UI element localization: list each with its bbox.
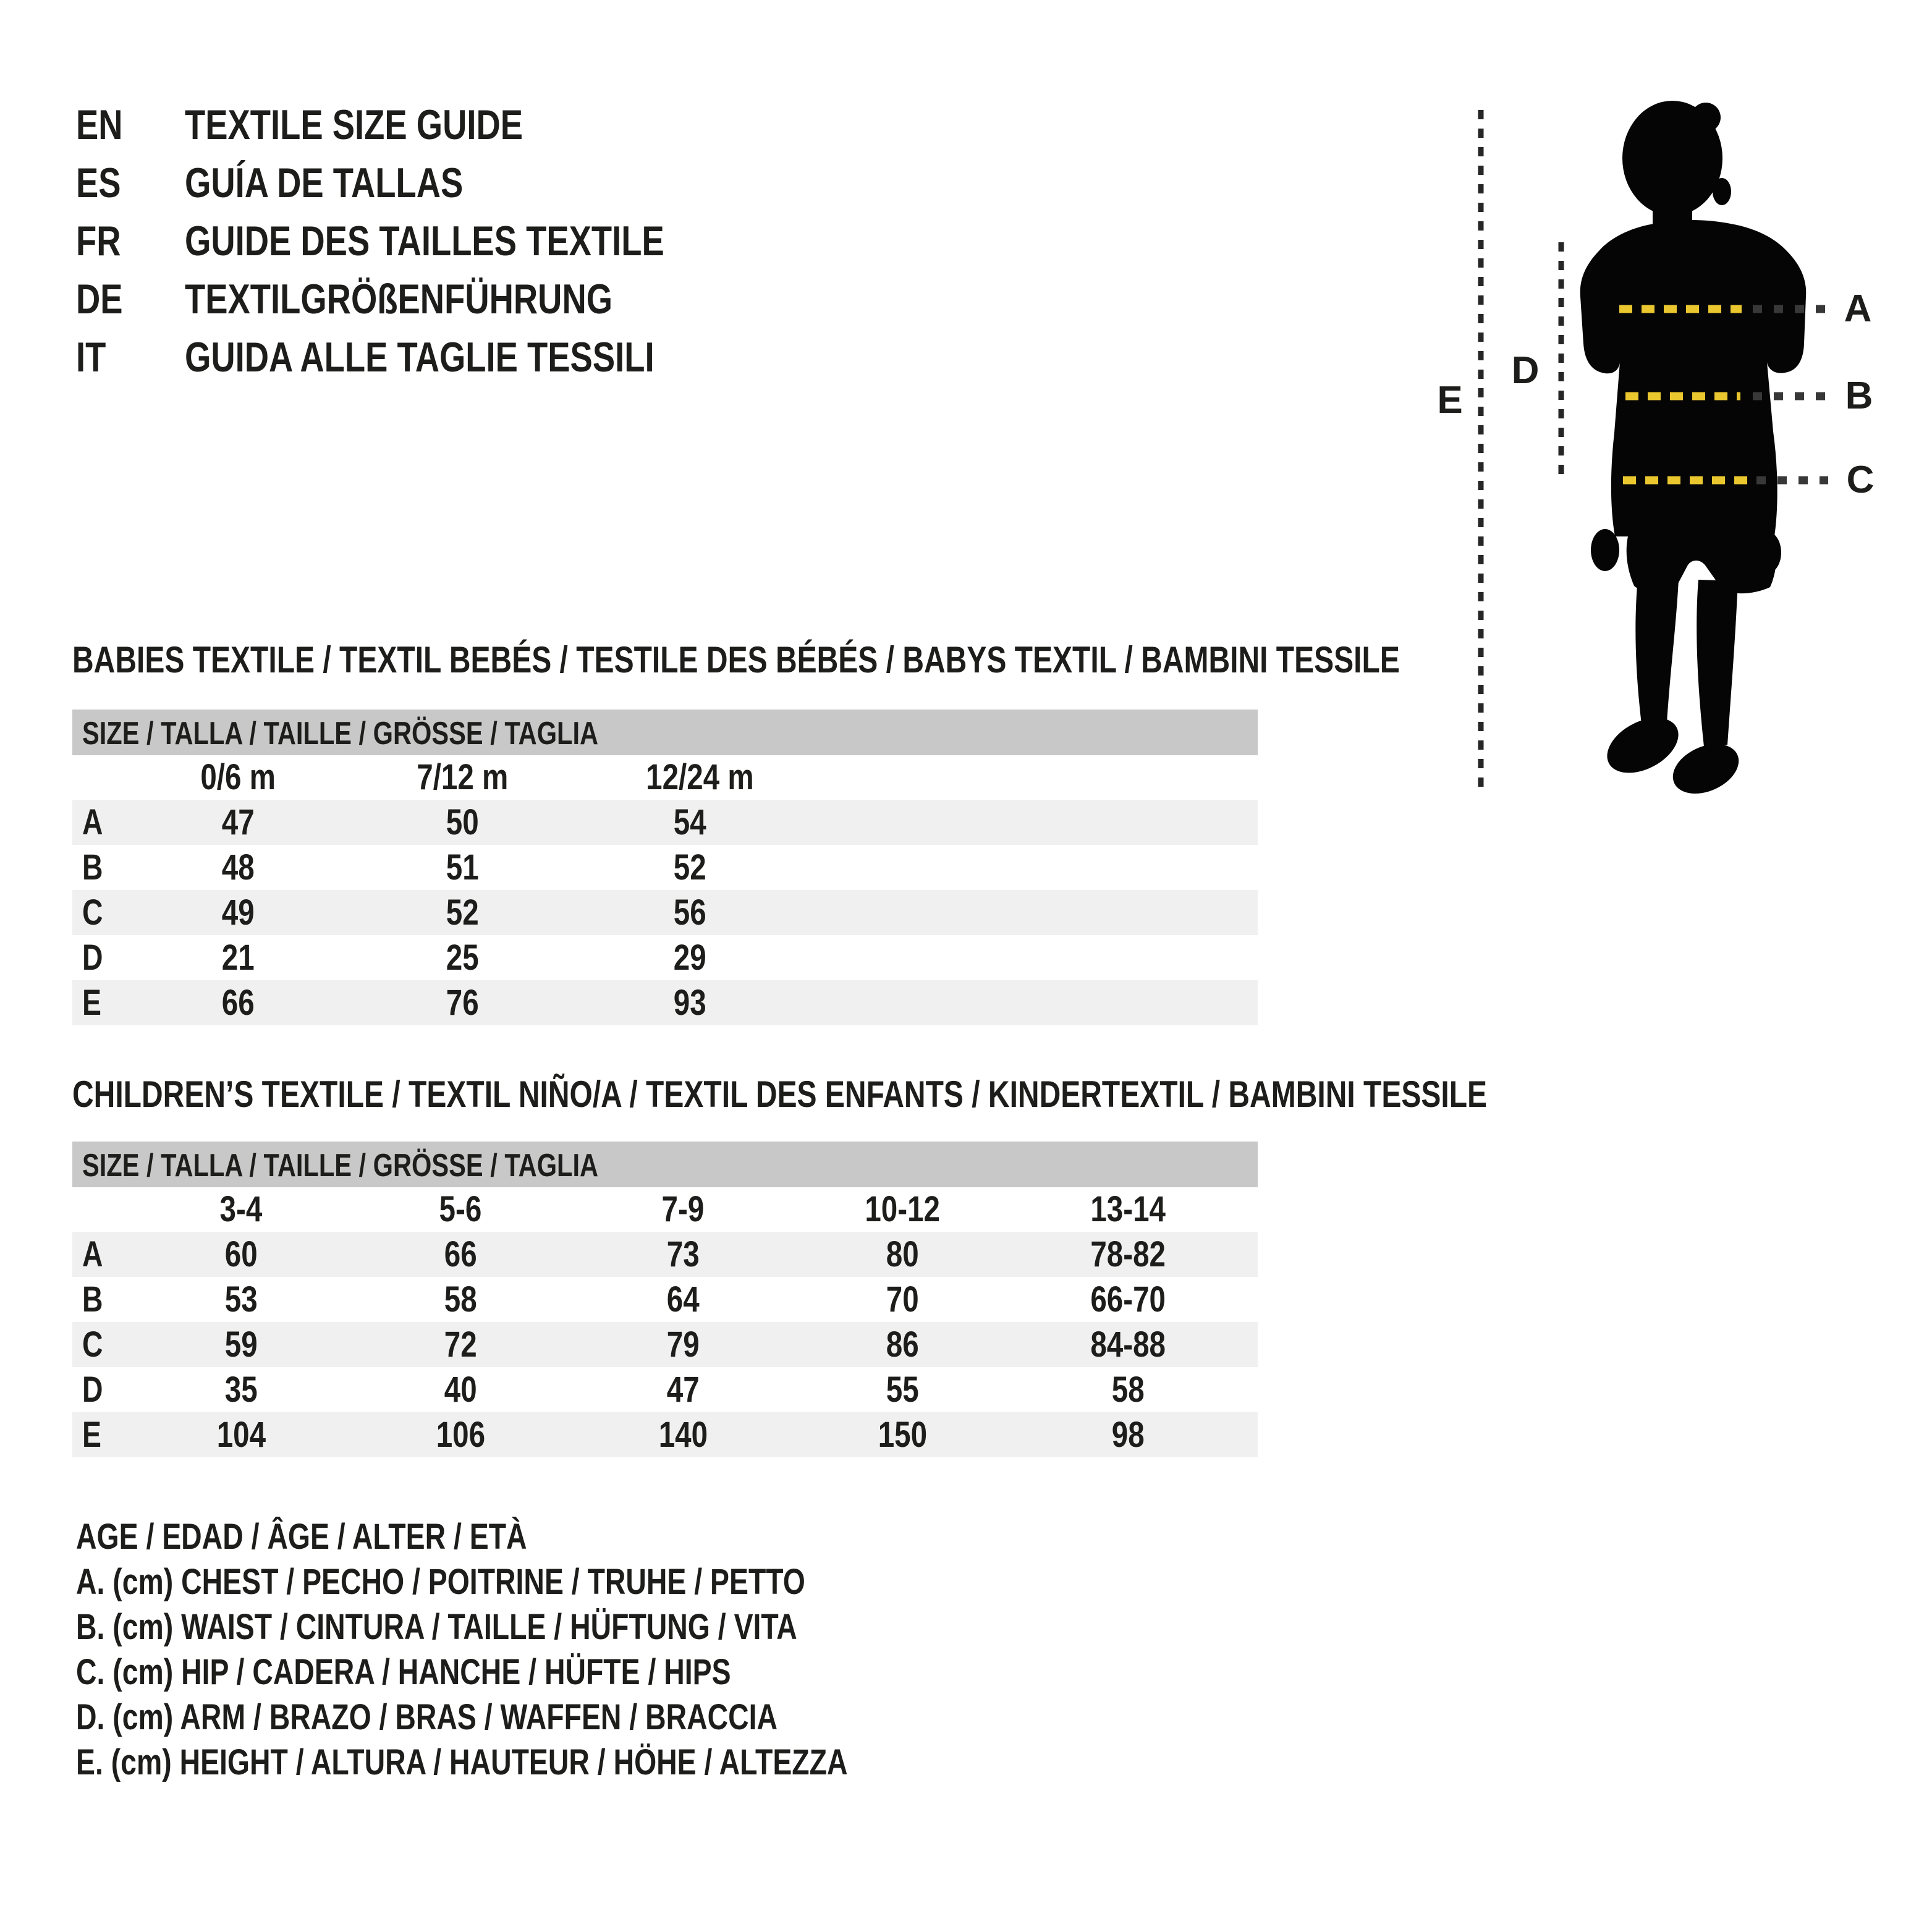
legend-line-waist [76, 1604, 1041, 1650]
cell-value [1072, 1277, 1184, 1322]
row-label-text: C [82, 892, 103, 933]
column-header-text: 7/12 m [417, 757, 509, 797]
cell-value-text: 66-70 [1090, 1279, 1166, 1320]
language-title [185, 96, 608, 154]
cell-value-text: 66 [221, 983, 255, 1023]
row-label-text: D [82, 1370, 103, 1410]
babies-size-table [72, 710, 1258, 1025]
cell-value [1072, 1412, 1184, 1457]
measure-label-a: A [1844, 287, 1872, 330]
cell-value-text: 150 [878, 1415, 927, 1455]
row-label [82, 1322, 108, 1367]
cell-value-text: 140 [658, 1415, 708, 1455]
row-label-text: D [82, 938, 103, 978]
cell-value-text: 60 [224, 1234, 258, 1274]
row-label [82, 980, 106, 1025]
cell-value-text: 51 [446, 847, 479, 888]
measure-label-d: D [1511, 349, 1540, 392]
table-row-b [72, 845, 1258, 890]
legend-text: B. (cm) WAIST / CINTURA / TAILLE / HÜFTUNG / VITA [76, 1607, 797, 1647]
column-header [634, 755, 754, 800]
cell-value-text: 52 [673, 847, 706, 888]
cell-value [185, 1412, 297, 1457]
language-row-it [76, 328, 784, 386]
cell-value [405, 1367, 516, 1412]
legend-line-arm [76, 1695, 1041, 1740]
language-code-text: ES [76, 159, 121, 206]
language-title-text: TEXTILE SIZE GUIDE [184, 101, 523, 148]
cell-value-text: 35 [224, 1370, 258, 1410]
language-title-text: TEXTILGRÖßENFÜHRUNG [184, 276, 612, 323]
cell-value [1072, 1232, 1184, 1277]
cell-value-text: 40 [444, 1370, 477, 1410]
cell-value [847, 1367, 958, 1412]
cell-value-text: 58 [444, 1279, 477, 1320]
row-label [82, 890, 108, 935]
column-header-text: 13-14 [1090, 1189, 1166, 1229]
children-section-title [72, 1072, 1841, 1117]
cell-value-text: 72 [444, 1324, 477, 1365]
table-row-d [72, 1367, 1258, 1412]
measurement-legend [76, 1514, 1041, 1785]
cell-value-text: 86 [886, 1324, 919, 1365]
table-row-d [72, 935, 1258, 980]
language-title-text: GUIDE DES TAILLES TEXTILE [184, 218, 664, 265]
language-code [76, 270, 173, 328]
cell-value [847, 1277, 958, 1322]
cell-value-text: 54 [673, 802, 706, 842]
language-code [76, 154, 173, 212]
language-title [185, 154, 533, 212]
row-label-text: E [82, 983, 101, 1023]
cell-value [1072, 1367, 1184, 1412]
cell-value-text: 25 [446, 938, 479, 978]
row-label [82, 1232, 108, 1277]
language-code [76, 96, 173, 154]
cell-value-text: 52 [446, 892, 479, 933]
measure-label-c: C [1846, 459, 1875, 501]
language-list [76, 96, 784, 386]
cell-value [185, 1367, 297, 1412]
row-label-text: B [82, 847, 103, 888]
cell-value [627, 1232, 739, 1277]
row-label-text: A [82, 1234, 103, 1274]
row-label [82, 1367, 108, 1412]
table-row-e [72, 1412, 1258, 1457]
cell-value [634, 980, 745, 1025]
babies-section-title-text: BABIES TEXTILE / TEXTIL BEBÉS / TESTILE DES BÉBÉS / BABYS TEXTIL / BAMBINI TESSILE [72, 639, 1400, 680]
language-row-fr [76, 212, 784, 270]
children-column-header-row [72, 1187, 1258, 1232]
cell-value-text: 47 [666, 1370, 700, 1410]
column-header-text: 0/6 m [200, 757, 276, 797]
cell-value-text: 98 [1111, 1415, 1145, 1455]
cell-value [847, 1322, 958, 1367]
cell-value [407, 845, 518, 890]
children-section-title-text: CHILDREN’S TEXTILE / TEXTIL NIÑO/A / TEXTIL DES ENFANTS / KINDERTEXTIL / BAMBINI TESSILE [72, 1074, 1488, 1115]
table-row-a [72, 1232, 1258, 1277]
size-header-text: SIZE / TALLA / TAILLE / GRÖSSE / TAGLIA [82, 716, 599, 752]
cell-value-text: 84-88 [1090, 1324, 1166, 1365]
cell-value-text: 93 [673, 983, 706, 1023]
cell-value-text: 53 [224, 1279, 258, 1320]
table-row-c [72, 890, 1258, 935]
cell-value [405, 1277, 516, 1322]
row-label [82, 935, 108, 980]
row-label-text: A [82, 802, 103, 842]
cell-value [407, 980, 518, 1025]
language-title [185, 270, 719, 328]
column-header-text: 10-12 [865, 1189, 940, 1229]
language-title [185, 328, 771, 386]
cell-value-text: 104 [216, 1415, 266, 1455]
cell-value [407, 800, 518, 845]
cell-value-text: 48 [221, 847, 255, 888]
row-label [82, 1412, 106, 1457]
cell-value-text: 47 [221, 802, 255, 842]
column-header [627, 1187, 739, 1232]
cell-value [182, 845, 294, 890]
cell-value-text: 76 [446, 983, 479, 1023]
cell-value-text: 79 [666, 1324, 700, 1365]
legend-line-chest [76, 1559, 1041, 1604]
legend-text: E. (cm) HEIGHT / ALTURA / HAUTEUR / HÖHE / ALTEZZA [76, 1742, 848, 1782]
cell-value [627, 1412, 739, 1457]
legend-line-age [76, 1514, 1041, 1559]
cell-value [185, 1322, 297, 1367]
size-header-bar [72, 710, 1258, 755]
legend-text: A. (cm) CHEST / PECHO / POITRINE / TRUHE / PETTO [76, 1562, 805, 1602]
legend-line-hip [76, 1650, 1041, 1695]
size-header-bar [72, 1142, 1258, 1187]
language-title [185, 212, 784, 270]
language-code-text: EN [76, 101, 123, 148]
measure-label-b: B [1845, 375, 1873, 417]
cell-value [407, 890, 518, 935]
measure-label-e: E [1437, 379, 1463, 422]
column-header-text: 12/24 m [646, 757, 754, 797]
cell-value-text: 64 [666, 1279, 700, 1320]
language-code [76, 328, 173, 386]
cell-value [407, 935, 518, 980]
cell-value [627, 1277, 739, 1322]
cell-value [847, 1232, 958, 1277]
child-silhouette [1580, 101, 1807, 803]
cell-value [634, 890, 745, 935]
cell-value-text: 78-82 [1090, 1234, 1166, 1274]
cell-value-text: 66 [444, 1234, 477, 1274]
column-header [1072, 1187, 1184, 1232]
table-row-b [72, 1277, 1258, 1322]
cell-value [627, 1322, 739, 1367]
cell-value [185, 1277, 297, 1322]
cell-value-text: 49 [221, 892, 255, 933]
table-row-c [72, 1322, 1258, 1367]
cell-value [182, 980, 294, 1025]
cell-value [182, 935, 294, 980]
language-title-text: GUIDA ALLE TAGLIE TESSILI [184, 334, 655, 381]
column-header [407, 755, 518, 800]
cell-value [847, 1412, 958, 1457]
row-label-text: B [82, 1279, 103, 1320]
babies-column-header-row [72, 755, 1258, 800]
column-header-text: 7-9 [661, 1189, 705, 1229]
column-header [182, 755, 294, 800]
language-row-es [76, 154, 784, 212]
row-label [82, 1277, 108, 1322]
babies-section-title [72, 638, 1732, 682]
cell-value [182, 890, 294, 935]
cell-value [405, 1322, 516, 1367]
column-header [405, 1187, 516, 1232]
cell-value-text: 29 [673, 938, 706, 978]
legend-text: AGE / EDAD / ÂGE / ALTER / ETÀ [76, 1517, 527, 1557]
cell-value [182, 800, 294, 845]
cell-value [634, 935, 745, 980]
cell-value-text: 58 [1111, 1370, 1145, 1410]
cell-value-text: 56 [673, 892, 706, 933]
language-code-text: IT [76, 334, 106, 381]
column-header [185, 1187, 297, 1232]
cell-value-text: 55 [886, 1370, 919, 1410]
cell-value [185, 1232, 297, 1277]
row-label [82, 845, 108, 890]
cell-value [627, 1367, 739, 1412]
table-row-e [72, 980, 1258, 1025]
column-header-text: 5-6 [439, 1189, 482, 1229]
language-code-text: DE [76, 276, 123, 323]
column-header-text: 3-4 [219, 1189, 263, 1229]
language-code-text: FR [76, 218, 121, 265]
cell-value-text: 70 [886, 1279, 919, 1320]
cell-value-text: 21 [221, 938, 255, 978]
children-size-table [72, 1142, 1258, 1457]
cell-value-text: 80 [886, 1234, 919, 1274]
table-row-a [72, 800, 1258, 845]
language-row-de [76, 270, 784, 328]
row-label [82, 800, 108, 845]
legend-line-height [76, 1740, 1041, 1785]
row-label-text: E [82, 1415, 101, 1455]
language-title-text: GUÍA DE TALLAS [184, 159, 464, 206]
language-row-en [76, 96, 784, 154]
cell-value-text: 59 [224, 1324, 258, 1365]
row-label-text: C [82, 1324, 103, 1365]
cell-value [405, 1412, 516, 1457]
cell-value-text: 73 [666, 1234, 700, 1274]
size-header-text: SIZE / TALLA / TAILLE / GRÖSSE / TAGLIA [82, 1148, 599, 1184]
cell-value [634, 845, 745, 890]
cell-value [405, 1232, 516, 1277]
cell-value-text: 50 [446, 802, 479, 842]
child-silhouette-diagram [1421, 87, 1904, 816]
cell-value [1072, 1322, 1184, 1367]
legend-text: C. (cm) HIP / CADERA / HANCHE / HÜFTE / HIPS [76, 1652, 731, 1692]
column-header [847, 1187, 958, 1232]
cell-value-text: 106 [436, 1415, 485, 1455]
language-code [76, 212, 173, 270]
cell-value [634, 800, 745, 845]
legend-text: D. (cm) ARM / BRAZO / BRAS / WAFFEN / BRACCIA [76, 1697, 778, 1737]
